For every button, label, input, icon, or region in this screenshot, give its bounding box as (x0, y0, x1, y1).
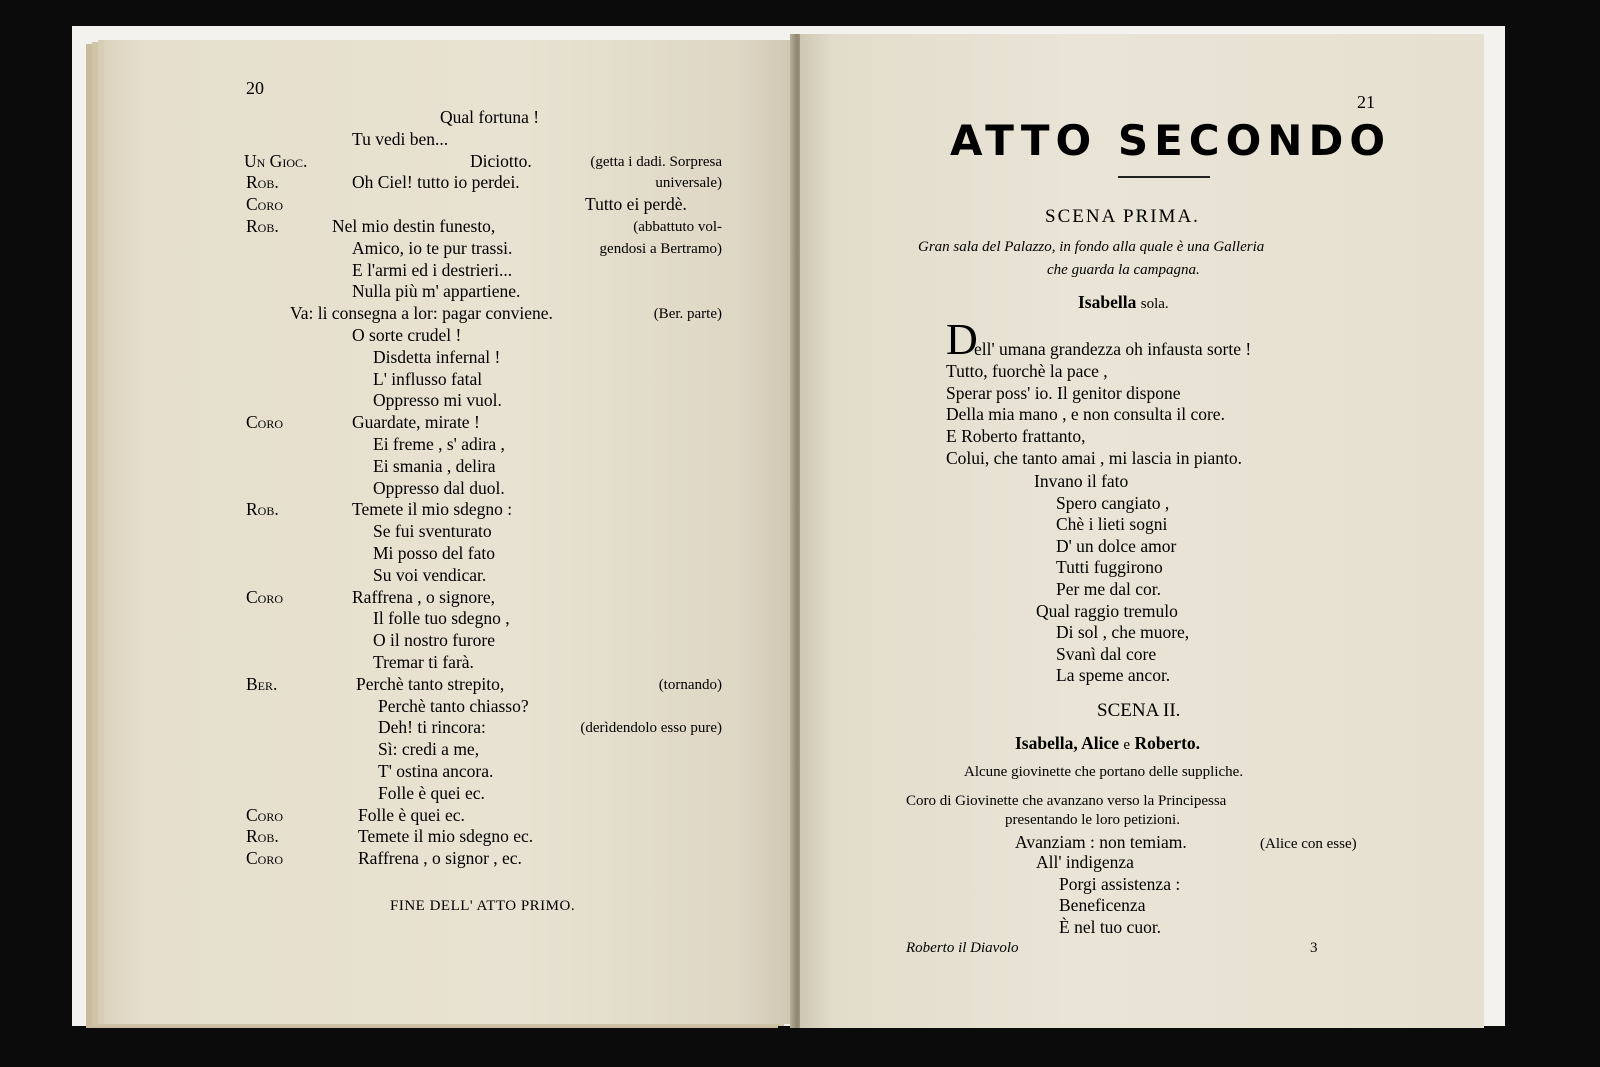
verse-line: All' indigenza (1036, 852, 1134, 872)
verse-line: Per me dal cor. (1056, 579, 1161, 599)
right-page-number: 21 (1357, 92, 1375, 112)
stage-direction: (abbattuto vol- (633, 219, 722, 235)
scene2-cast (1015, 733, 1200, 755)
verse-line: Il folle tuo sdegno , (373, 608, 510, 629)
stage-direction: (Ber. parte) (653, 306, 722, 323)
stage-direction: (getta i dadi. Sorpresa (590, 153, 722, 170)
verse-line: Beneficenza (1059, 895, 1146, 916)
verse-line: È nel tuo cuor. (1059, 916, 1162, 937)
verse-line: Se fui sventurato (373, 521, 492, 542)
verse-line: Oh Ciel! tutto io perdei. (352, 172, 520, 193)
verse-line: Della mia mano , e non consulta il core. (946, 404, 1225, 425)
scene1-desc-2: che guarda la campagna. (1047, 262, 1200, 278)
verse-line: Invano il fato (1034, 471, 1129, 491)
scene2-cast-b: Roberto. (1134, 733, 1201, 753)
verse-line: O sorte crudel ! (352, 325, 462, 345)
verse-line: Svanì dal core (1056, 643, 1157, 664)
scene2-desc: Alcune giovinette che portano delle suppliche. (964, 764, 1244, 780)
verse1-first-line: ell' umana grandezza oh infausta sorte ! (974, 339, 1252, 359)
verse-line: Temete il mio sdegno ec. (358, 826, 534, 847)
verse-line: Disdetta infernal ! (373, 346, 501, 367)
drop-cap: D (946, 315, 978, 364)
stage-direction: (tornando) (658, 676, 722, 693)
verse-line: Folle è quei ec. (358, 804, 465, 825)
speaker-label: Un Gioc. (244, 150, 308, 171)
left-page-number: 20 (246, 78, 264, 98)
title-rule (1118, 176, 1210, 178)
verse-line: L' influsso fatal (373, 368, 483, 389)
verse-line: Perchè tanto chiasso? (378, 695, 529, 716)
verse3-first-line: Avanziam : non temiam. (1015, 832, 1187, 852)
scene1-cast (1078, 292, 1169, 314)
scene2-cast-e: e (1123, 737, 1131, 753)
speaker-label: Rob. (246, 172, 279, 193)
verse-line: La speme ancor. (1056, 665, 1171, 686)
verse-line: Qual raggio tremulo (1036, 600, 1178, 621)
verse-line: Oppresso dal duol. (373, 477, 505, 498)
verse-line: Sperar poss' io. Il genitor dispone (946, 382, 1181, 403)
speaker-label: Coro (246, 194, 284, 215)
verse-line: Di sol , che muore, (1056, 622, 1190, 643)
verse-line: Diciotto. (470, 150, 532, 171)
verse-line: Su voi vendicar. (373, 564, 487, 585)
verse-line: Raffrena , o signore, (352, 586, 496, 607)
speaker-label: Rob. (246, 826, 279, 847)
speaker-label: Coro (246, 412, 284, 433)
scene1-desc-1: Gran sala del Palazzo, in fondo alla quale è una Galleria (918, 239, 1265, 255)
verse-line: Temete il mio sdegno : (352, 499, 513, 520)
speaker-label: Coro (246, 848, 284, 869)
verse-line: Nel mio destin funesto, (332, 216, 496, 236)
footer-title: Roberto il Diavolo (906, 940, 1019, 956)
verse-line: T' ostina ancora. (378, 761, 494, 781)
verse-line: Raffrena , o signor , ec. (358, 848, 522, 869)
verse-line: Qual fortuna ! (440, 107, 540, 127)
scene2-cast-a: Isabella, Alice (1015, 733, 1120, 753)
scene1-cast-name: Isabella (1078, 292, 1137, 312)
act-title: ATTO SECONDO (950, 116, 1392, 165)
verse-line: Ei freme , s' adira , (373, 434, 505, 454)
stage-direction: gendosi a Bertramo) (599, 240, 722, 257)
verse-line: Colui, che tanto amai , mi lascia in pianto. (946, 447, 1242, 468)
speaker-label: Ber. (246, 673, 278, 694)
verse-line: Guardate, mirate ! (352, 412, 480, 433)
verse-line: Tutti fuggirono (1056, 557, 1163, 578)
chorus-line-2: presentando le loro petizioni. (1005, 812, 1180, 828)
verse-line: E l'armi ed i destrieri... (352, 259, 513, 280)
end-of-act: FINE DELL' ATTO PRIMO. (390, 898, 576, 914)
speaker-label: Rob. (246, 216, 279, 236)
speaker-label: Coro (246, 804, 284, 825)
speaker-label: Rob. (246, 499, 279, 520)
verse-line: Chè i lieti sogni (1056, 514, 1168, 535)
verse-line: Porgi assistenza : (1059, 873, 1181, 894)
verse-line: Tu vedi ben... (352, 128, 449, 149)
verse-line: Oppresso mi vuol. (373, 390, 502, 411)
verse-line: Perchè tanto strepito, (356, 673, 505, 694)
verse-line: Tremar ti farà. (373, 652, 474, 672)
scene1-cast-note: sola. (1140, 296, 1169, 312)
speaker-label: Coro (246, 586, 284, 607)
verse-line: O il nostro furore (373, 630, 495, 651)
stage-direction: universale) (655, 175, 722, 192)
verse-line: Va: li consegna a lor: pagar conviene. (290, 303, 553, 324)
verse-line: Spero cangiato , (1056, 492, 1170, 513)
signature-mark: 3 (1310, 940, 1318, 956)
verse-line: D' un dolce amor (1056, 535, 1177, 556)
verse-line: Amico, io te pur trassi. (352, 237, 513, 258)
verse-line: Tutto, fuorchè la pace , (946, 361, 1108, 381)
verse-line: Nulla più m' appartiene. (352, 281, 521, 302)
verse3-stage-note: (Alice con esse) (1260, 836, 1357, 852)
scene2-title: SCENA II. (1097, 700, 1181, 721)
chorus-line-1: Coro di Giovinette che avanzano verso la Principessa (906, 793, 1227, 809)
verse-line: Deh! ti rincora: (378, 717, 486, 738)
verse-line: E Roberto frattanto, (946, 426, 1086, 447)
verse-line: Mi posso del fato (373, 543, 496, 563)
verse-line: Ei smania , delira (373, 455, 496, 476)
stage-direction: (derìdendolo esso pure) (580, 720, 722, 737)
scene1-title: SCENA PRIMA. (1045, 206, 1200, 227)
verse-line: Folle è quei ec. (378, 782, 485, 803)
verse-line: Tutto ei perdè. (585, 194, 687, 215)
verse-line: Sì: credi a me, (378, 739, 480, 760)
